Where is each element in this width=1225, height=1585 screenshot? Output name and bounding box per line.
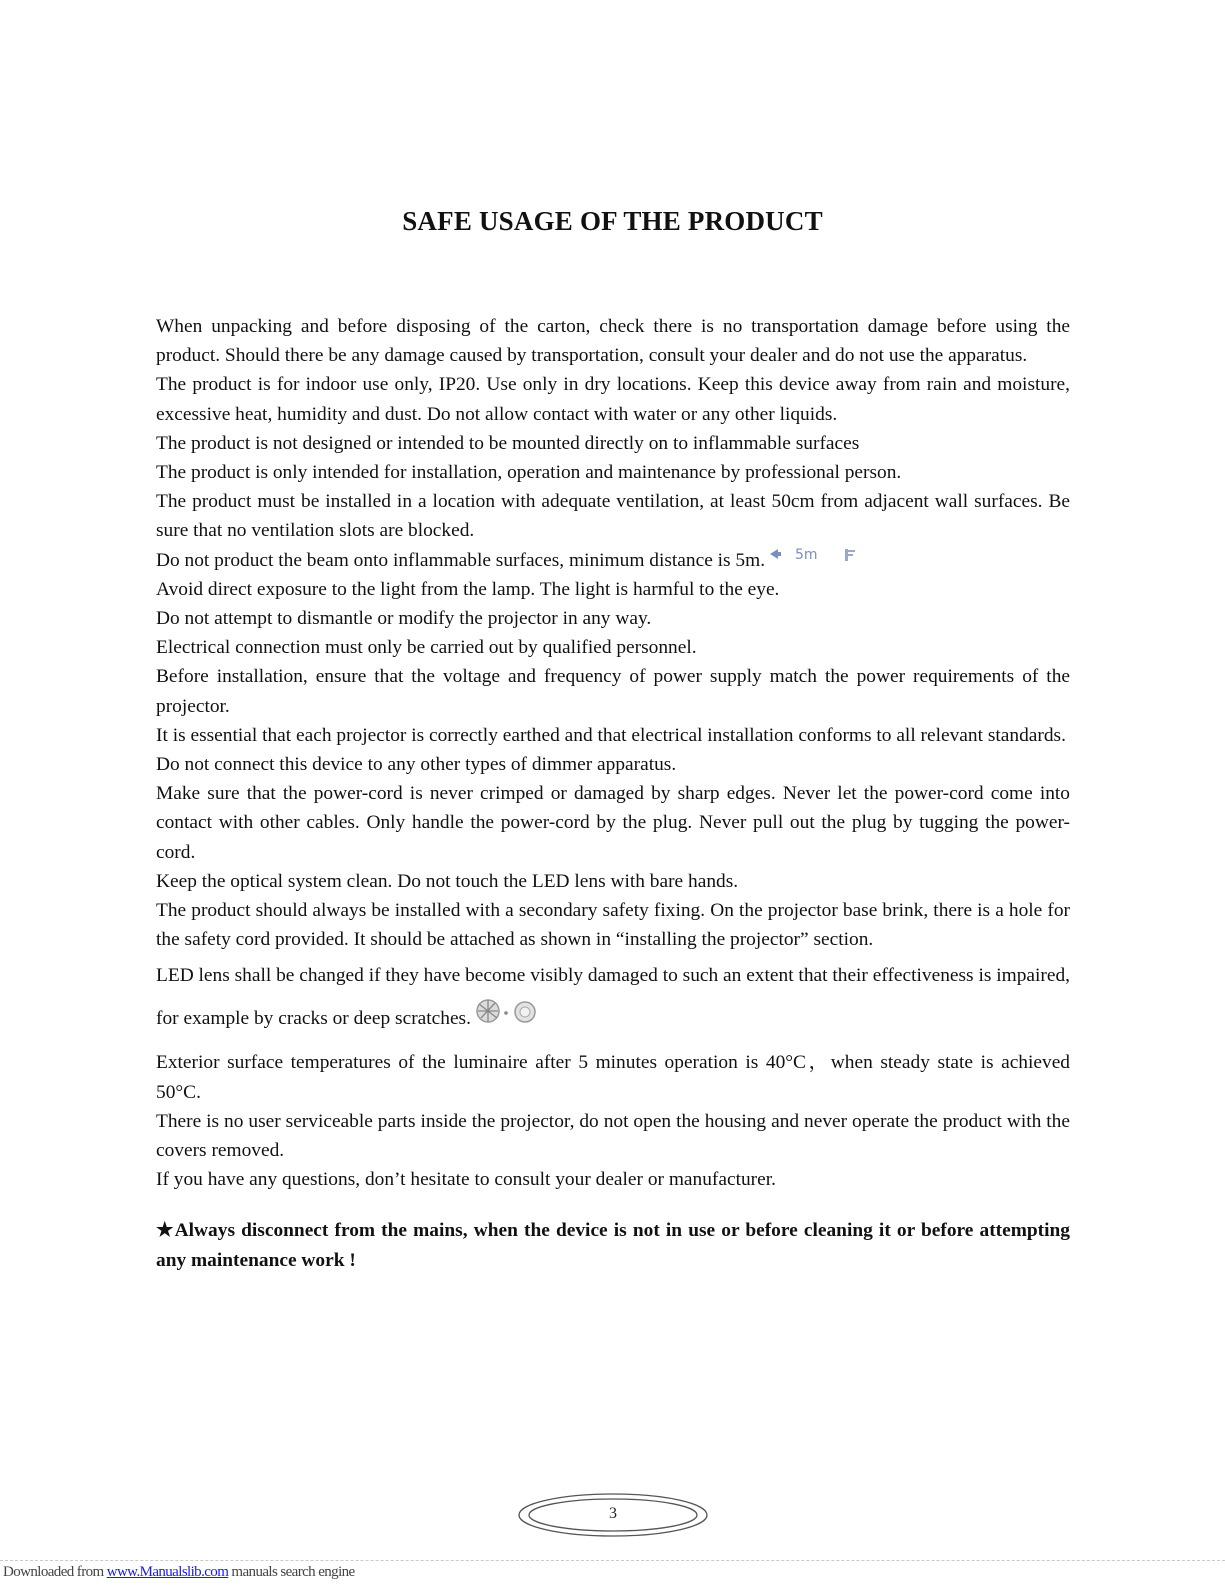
paragraph-no-serviceable-parts: There is no user serviceable parts inside the projector, do not open the housing and never operate the product with the covers removed. [156, 1110, 1070, 1162]
paragraph-unpacking: When unpacking and before disposing of the carton, check there is no transportation damage before using the product. Should there be any damage caused by transportation, consult your dealer and do not use the apparatus. [156, 316, 1070, 367]
intact-lens-icon [515, 1002, 535, 1022]
lens-replacement-text: LED lens shall be changed if they have become visibly damaged to such an extent that their effectiveness is impaired, for example by cracks or deep scratches. [156, 965, 1070, 1030]
download-footer [0, 1560, 1225, 1585]
safety-content [156, 312, 1070, 1275]
paragraph-inflammable-mounting: The product is not designed or intended to be mounted directly on to inflammable surfaces [156, 432, 860, 454]
min-distance-text: Do not product the beam onto inflammable surfaces, minimum distance is 5m. [156, 549, 766, 571]
paragraph-questions: If you have any questions, don’t hesitate to consult your dealer or manufacturer. [156, 1169, 776, 1191]
paragraph-indoor-use: The product is for indoor use only, IP20. Use only in dry locations. Keep this device away from rain and moisture, excessive heat, humidity and dust. Do not allow contact with water or any other liquids. [156, 374, 1070, 425]
lens-damage-icons [475, 997, 539, 1040]
min-distance-icon [769, 546, 861, 575]
min-distance-icon-label: 5m [795, 546, 818, 563]
paragraph-ventilation: The product must be installed in a location with adequate ventilation, at least 50cm from adjacent wall surfaces. Be sure that no ventilation slots are blocked. [156, 491, 1070, 542]
paragraph-eye-exposure: Avoid direct exposure to the light from the lamp. The light is harmful to the eye. [156, 578, 780, 600]
cracked-lens-icon [477, 1000, 499, 1022]
page-title: SAFE USAGE OF THE PRODUCT [402, 206, 823, 236]
page-number: 3 [609, 1505, 617, 1522]
page-number-badge [516, 1491, 710, 1539]
paragraph-professional-use: The product is only intended for installation, operation and maintenance by professional person. [156, 462, 902, 484]
paragraph-power-cord: Make sure that the power-cord is never crimped or damaged by sharp edges. Never let the power-cord come into contact with other cables. Only handle the power-cord by the plug. Never pull out the plug by tugging the power-cord. [156, 783, 1070, 863]
footer-prefix: Downloaded from [3, 1564, 104, 1580]
paragraph-optical-clean: Keep the optical system clean. Do not touch the LED lens with bare hands. [156, 870, 739, 892]
paragraph-earthing: It is essential that each projector is correctly earthed and that electrical installation conforms to all relevant standards. [156, 724, 1066, 746]
footer-suffix: manuals search engine [228, 1564, 355, 1580]
manualslib-link[interactable]: www.Manualslib.com [106, 1564, 229, 1580]
paragraph-voltage-check: Before installation, ensure that the voltage and frequency of power supply match the power requirements of the projector. [156, 666, 1070, 717]
paragraph-no-dimmer: Do not connect this device to any other types of dimmer apparatus. [156, 754, 677, 776]
paragraph-min-distance [156, 546, 1070, 575]
paragraph-electrical-connection: Electrical connection must only be carried out by qualified personnel. [156, 637, 697, 659]
paragraph-lens-replacement [156, 954, 1070, 1040]
paragraph-surface-temperature: Exterior surface temperatures of the luminaire after 5 minutes operation is 40°C，when steady state is achieved 50°C. [156, 1052, 1070, 1103]
paragraph-safety-fixing: The product should always be installed with a secondary safety fixing. On the projector base brink, there is a hole for the safety cord provided. It should be attached as shown in “installing the projector” section. [156, 900, 1070, 951]
paragraph-no-dismantle: Do not attempt to dismantle or modify the projector in any way. [156, 608, 652, 630]
disconnect-warning: ★Always disconnect from the mains, when the device is not in use or before cleaning it or before attempting any maintenance work ! [156, 1220, 1070, 1271]
